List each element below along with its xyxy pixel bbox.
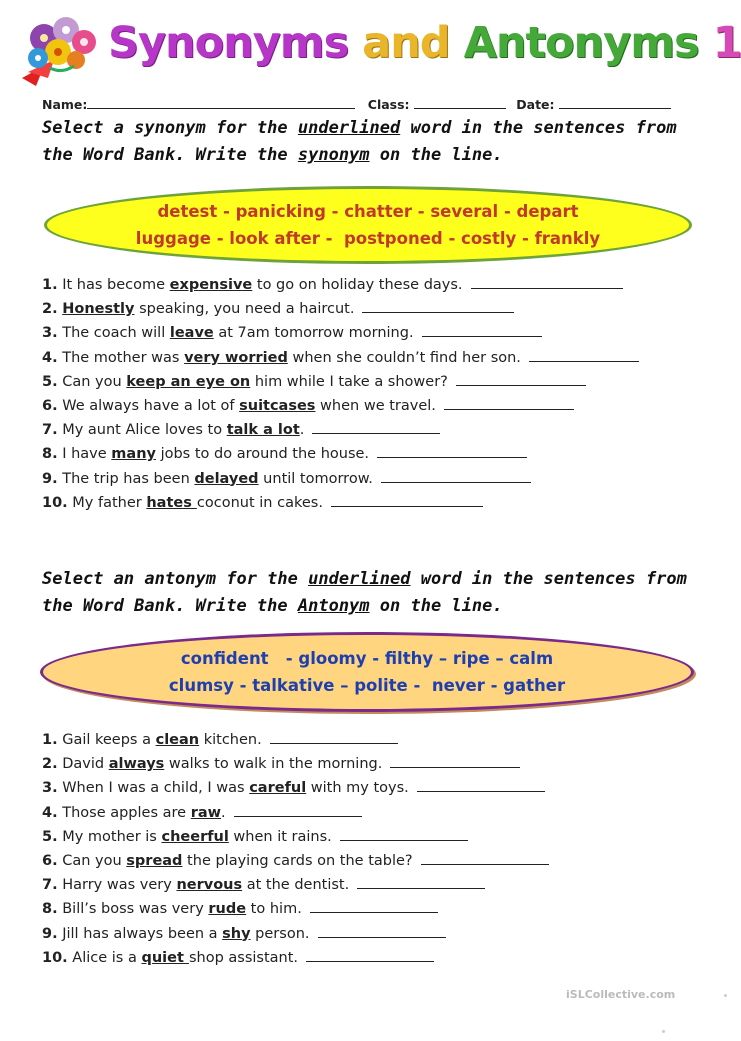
title-part-number: 1 (698, 18, 741, 68)
answer-line[interactable] (270, 729, 398, 744)
question-number: 8. (42, 446, 58, 463)
question-number: 9. (42, 925, 58, 942)
question-number: 5. (42, 828, 58, 845)
question-row (42, 273, 702, 297)
underlined-word: careful (249, 780, 307, 797)
question-text: when we travel. (315, 397, 436, 414)
underlined-word: cheerful (161, 828, 229, 845)
instruction-text: word in the sentences from the Word Bank. Write the (42, 118, 677, 165)
question-text: jobs to do around the house. (155, 446, 370, 463)
answer-line[interactable] (456, 371, 586, 386)
question-number: 4. (42, 349, 58, 366)
word-bank-line: clumsy - talkative – polite - never - gather (168, 676, 566, 695)
question-text: It has become (62, 277, 170, 293)
question-row (42, 849, 702, 873)
question-text: When I was a child, I was (62, 780, 250, 797)
question-text: at 7am tomorrow morning. (213, 325, 414, 342)
answer-line[interactable] (234, 802, 362, 817)
question-row (42, 394, 702, 418)
question-text: when it rains. (228, 828, 332, 845)
question-text: Those apples are (62, 804, 191, 821)
question-text: person. (250, 925, 310, 942)
question-text: until tomorrow. (258, 470, 373, 487)
title-part-and: and (348, 18, 464, 68)
answer-line[interactable] (357, 874, 485, 889)
underlined-word: Honestly (62, 301, 135, 318)
question-number: 7. (42, 422, 58, 439)
date-label: Date: (516, 97, 555, 112)
underlined-word: keep an eye on (126, 373, 251, 390)
question-text: I have (62, 446, 112, 463)
answer-line[interactable] (381, 468, 531, 483)
question-number: 3. (42, 780, 58, 797)
question-text: The mother was (62, 349, 185, 366)
underlined-word: raw (190, 804, 222, 821)
word-bank-line: detest - panicking - chatter - several - depart (157, 202, 579, 221)
answer-line[interactable] (417, 777, 545, 792)
instruction-text: word in the sentences from the Word Bank. Write the (42, 569, 687, 616)
question-text: kitchen. (199, 732, 262, 748)
decorative-dot (724, 994, 727, 997)
underlined-word: clean (155, 732, 200, 748)
question-number: 1. (42, 277, 58, 293)
decorative-dot (662, 1030, 665, 1033)
question-text: Can you (62, 373, 127, 390)
title-part-antonyms: Antonyms (463, 18, 699, 68)
question-text: to go on holiday these days. (252, 277, 463, 293)
flower-logo-icon (14, 8, 106, 90)
question-text: to him. (246, 901, 302, 918)
question-number: 9. (42, 470, 58, 487)
question-text: coconut in cakes. (196, 494, 323, 511)
instruction-text: Select a synonym for the (42, 118, 298, 138)
question-text: Alice is a (72, 949, 142, 966)
question-text: Harry was very (62, 877, 177, 894)
answer-line[interactable] (312, 419, 440, 434)
answer-line[interactable] (377, 443, 527, 458)
question-row (42, 442, 702, 466)
underlined-word: quiet (141, 949, 189, 966)
answer-line[interactable] (306, 947, 434, 962)
answer-line[interactable] (318, 923, 446, 938)
class-label: Class: (367, 97, 410, 112)
question-number: 7. (42, 877, 58, 894)
answer-line[interactable] (529, 347, 639, 362)
question-text: speaking, you need a haircut. (134, 301, 355, 318)
question-row (42, 728, 702, 752)
question-row (42, 418, 702, 442)
instruction-text: Select an antonym for the (42, 569, 309, 589)
instruction-underlined: synonym (297, 145, 370, 165)
question-row (42, 491, 702, 515)
answer-line[interactable] (422, 322, 542, 337)
question-text: Jill has always been a (62, 925, 223, 942)
question-number: 6. (42, 852, 58, 869)
question-number: 6. (42, 397, 58, 414)
instruction-underlined: underlined (297, 118, 401, 138)
underlined-word: hates (146, 494, 197, 511)
question-text: shop assistant. (188, 949, 299, 966)
instruction-text: on the line. (369, 596, 503, 616)
answer-line[interactable] (444, 395, 574, 410)
antonym-instructions (42, 566, 692, 620)
question-text: when she couldn’t find her son. (287, 349, 521, 366)
question-text: The coach will (62, 325, 170, 342)
question-text: the playing cards on the table? (182, 852, 413, 869)
answer-line[interactable] (421, 850, 549, 865)
answer-line[interactable] (390, 753, 520, 768)
underlined-word: spread (126, 852, 183, 869)
page-title (108, 18, 741, 68)
answer-line[interactable] (362, 298, 514, 313)
title-part-synonyms: Synonyms (108, 18, 349, 68)
question-text: Bill’s boss was very (62, 901, 209, 918)
question-text: walks to walk in the morning. (164, 756, 383, 773)
question-number: 3. (42, 325, 58, 342)
question-row (42, 467, 702, 491)
underlined-word: many (111, 446, 156, 463)
question-row (42, 946, 702, 970)
question-number: 2. (42, 756, 58, 773)
question-row (42, 873, 702, 897)
question-row (42, 297, 702, 321)
question-text: Gail keeps a (62, 732, 156, 748)
synonym-questions (42, 273, 702, 515)
question-row (42, 776, 702, 800)
underlined-word: shy (222, 925, 251, 942)
watermark: iSLCollective.com (566, 988, 676, 1001)
question-text: We always have a lot of (62, 397, 240, 414)
underlined-word: expensive (169, 277, 253, 293)
question-text: . (221, 804, 226, 821)
question-number: 1. (42, 732, 58, 748)
question-number: 10. (42, 494, 68, 511)
underlined-word: delayed (194, 470, 259, 487)
answer-line[interactable] (331, 492, 483, 507)
instruction-underlined: Antonym (297, 596, 370, 616)
question-text: The trip has been (62, 470, 195, 487)
word-bank-line: confident - gloomy - filthy – ripe – calm (180, 649, 554, 668)
antonym-word-bank (40, 632, 694, 712)
question-text: My aunt Alice loves to (62, 422, 227, 439)
answer-line[interactable] (471, 274, 623, 289)
question-row (42, 346, 702, 370)
question-row (42, 752, 702, 776)
question-number: 10. (42, 949, 68, 966)
underlined-word: leave (169, 325, 214, 342)
antonym-questions (42, 728, 702, 970)
question-number: 4. (42, 804, 58, 821)
question-row (42, 801, 702, 825)
underlined-word: nervous (176, 877, 243, 894)
underlined-word: very worried (184, 349, 288, 366)
instruction-underlined: underlined (308, 569, 411, 589)
underlined-word: suitcases (239, 397, 316, 414)
question-row (42, 922, 702, 946)
question-number: 5. (42, 373, 58, 390)
question-text: . (299, 422, 305, 439)
info-row (42, 96, 671, 112)
answer-line[interactable] (310, 898, 438, 913)
question-text: with my toys. (306, 780, 409, 797)
question-text: My mother is (62, 828, 162, 845)
question-text: him while I take a shower? (250, 373, 448, 390)
question-number: 8. (42, 901, 58, 918)
answer-line[interactable] (340, 826, 468, 841)
question-row (42, 825, 702, 849)
question-text: at the dentist. (242, 877, 350, 894)
word-bank-line: luggage - look after - postponed - costly - frankly (135, 229, 601, 248)
date-field[interactable] (559, 96, 671, 109)
question-number: 2. (42, 301, 58, 318)
name-field[interactable] (87, 96, 355, 109)
question-row (42, 897, 702, 921)
synonym-word-bank (44, 186, 692, 264)
question-text: My father (72, 494, 147, 511)
underlined-word: talk a lot (226, 422, 300, 439)
question-text: Can you (62, 852, 127, 869)
question-text: David (62, 756, 109, 773)
question-row (42, 321, 702, 345)
underlined-word: always (108, 756, 165, 773)
question-row (42, 370, 702, 394)
class-field[interactable] (414, 96, 506, 109)
synonym-instructions (42, 115, 692, 169)
name-label: Name: (42, 97, 88, 112)
instruction-text: on the line. (369, 145, 503, 165)
underlined-word: rude (208, 901, 247, 918)
